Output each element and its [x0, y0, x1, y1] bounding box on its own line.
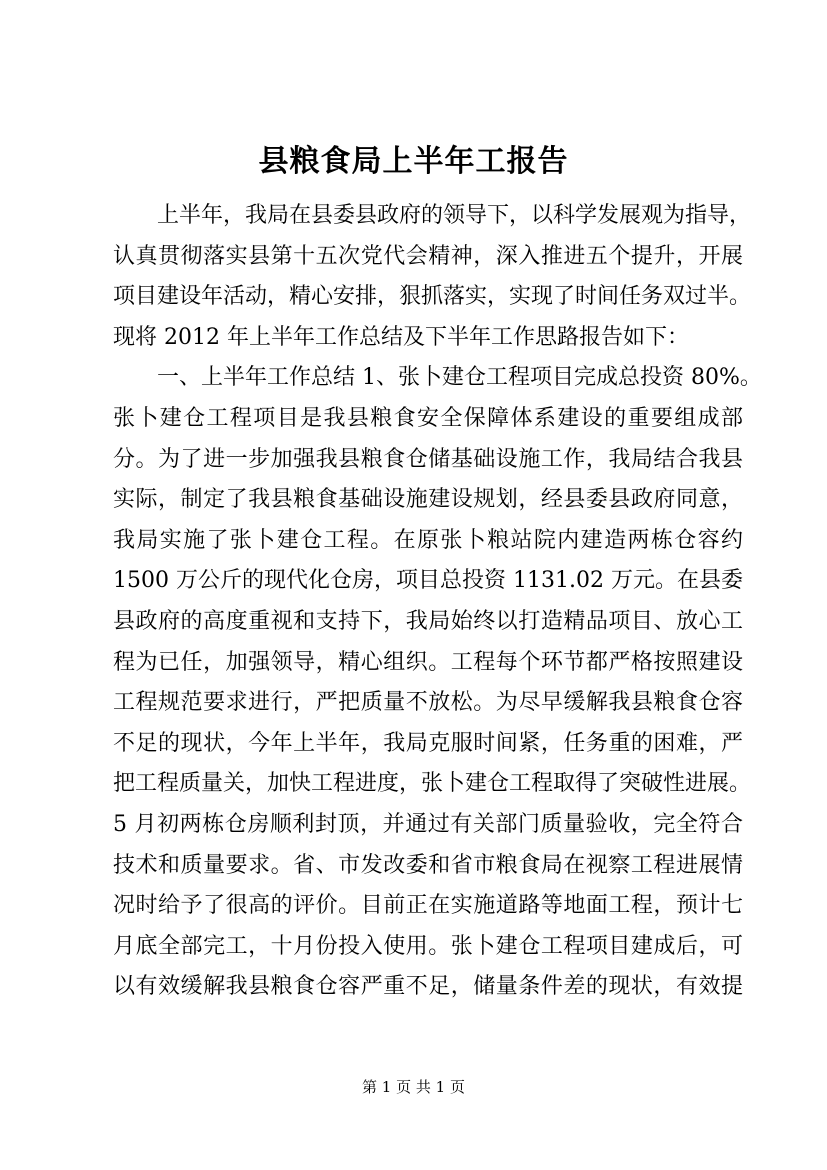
paragraph-line: 项目建设年活动，精心安排，狠抓落实，实现了时间任务双过半。	[113, 284, 752, 310]
page-footer: 第 1 页 共 1 页	[362, 1078, 465, 1096]
paragraph-line: 1500 万公斤的现代化仓房，项目总投资 1131.02 万元。在县委	[113, 568, 743, 594]
paragraph-line: 上半年，我局在县委县政府的领导下，以科学发展观为指导，	[157, 203, 752, 228]
paragraph-line: 5 月初两栋仓房顺利封顶，并通过有关部门质量验收，完全符合	[113, 811, 743, 837]
document-title: 县粮食局上半年工报告	[258, 144, 569, 179]
paragraph-line: 张卜建仓工程项目是我县粮食安全保障体系建设的重要组成部	[113, 405, 743, 431]
paragraph-line: 工程规范要求进行，严把质量不放松。为尽早缓解我县粮食仓容	[113, 690, 743, 716]
paragraph-line: 现将 2012 年上半年工作总结及下半年工作思路报告如下：	[113, 324, 689, 350]
paragraph-line: 月底全部完工，十月份投入使用。张卜建仓工程项目建成后，可	[113, 933, 743, 959]
paragraph-line: 分。为了进一步加强我县粮食仓储基础设施工作，我局结合我县	[113, 446, 743, 472]
document-body	[113, 196, 762, 1008]
paragraph-line: 实际，制定了我县粮食基础设施建设规划，经县委县政府同意，	[113, 487, 743, 513]
paragraph-line: 一、上半年工作总结 1、张卜建仓工程项目完成总投资 80%。	[157, 365, 762, 391]
paragraph-line: 我局实施了张卜建仓工程。在原张卜粮站院内建造两栋仓容约	[113, 527, 743, 553]
paragraph-line: 认真贯彻落实县第十五次党代会精神，深入推进五个提升，开展	[113, 243, 743, 269]
paragraph-line: 技术和质量要求。省、市发改委和省市粮食局在视察工程进展情	[113, 852, 743, 878]
paragraph-line: 况时给予了很高的评价。目前正在实施道路等地面工程，预计七	[113, 893, 743, 919]
paragraph-line: 县政府的高度重视和支持下，我局始终以打造精品项目、放心工	[113, 608, 743, 634]
paragraph-line: 不足的现状，今年上半年，我局克服时间紧，任务重的困难，严	[113, 730, 743, 756]
paragraph-line: 把工程质量关，加快工程进度，张卜建仓工程取得了突破性进展。	[113, 771, 752, 797]
paragraph-line: 程为已任，加强领导，精心组织。工程每个环节都严格按照建设	[113, 649, 743, 675]
paragraph-line: 以有效缓解我县粮食仓容严重不足，储量条件差的现状，有效提	[113, 974, 743, 1000]
